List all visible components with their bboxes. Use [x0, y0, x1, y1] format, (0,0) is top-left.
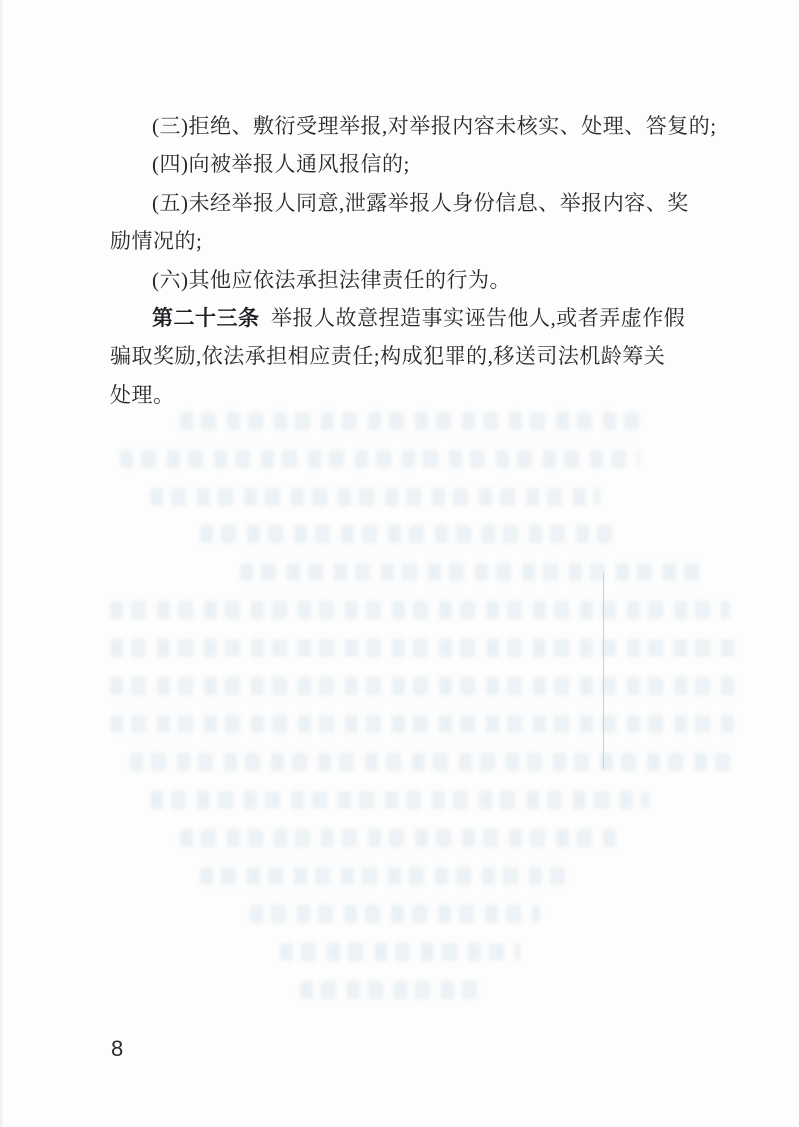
bleed-through-artifact — [280, 943, 520, 961]
bleed-through-artifact — [150, 488, 600, 506]
bleed-through-artifact — [200, 525, 620, 543]
text-line — [110, 376, 710, 414]
bleed-through-artifact — [110, 677, 740, 695]
bleed-through-artifact — [240, 563, 700, 581]
text-line-content: 骗取奖励,依法承担相应责任;构成犯罪的,移送司法机龄筹关 — [110, 344, 666, 369]
text-line — [110, 107, 717, 145]
article-number-label: 第二十三条 — [152, 306, 260, 331]
text-line-content: (五)未经举报人同意,泄露举报人身份信息、举报内容、奖 — [152, 190, 689, 215]
bleed-through-artifact — [110, 715, 740, 733]
text-line-content: (六)其他应依法承担法律责任的行为。 — [152, 267, 511, 292]
text-line-content: 举报人故意捏造事实诬告他人,或者弄虚作假 — [271, 306, 686, 331]
bleed-through-artifact — [120, 450, 640, 468]
bleed-through-artifact — [180, 829, 620, 847]
text-line — [110, 184, 710, 222]
text-line — [110, 222, 710, 260]
bleed-through-artifact — [300, 981, 480, 999]
text-line-content: 励情况的; — [110, 229, 203, 254]
bleed-through-artifact — [250, 905, 540, 923]
text-line — [110, 261, 710, 299]
text-line-content: 处理。 — [110, 382, 175, 407]
bleed-through-artifact — [180, 412, 640, 430]
bleed-through-artifact — [130, 753, 730, 771]
text-line — [110, 299, 710, 337]
page-number: 8 — [111, 1036, 124, 1061]
bleed-through-artifact — [110, 601, 730, 619]
text-line-content: (四)向被举报人通风报信的; — [152, 152, 410, 177]
scan-line-artifact — [603, 573, 604, 769]
bleed-through-artifact — [150, 791, 650, 809]
text-line-content: (三)拒绝、敷衍受理举报,对举报内容未核实、处理、答复的; — [152, 114, 717, 138]
bleed-through-artifact — [200, 867, 570, 885]
text-line — [110, 145, 710, 183]
bleed-through-artifact — [110, 639, 740, 657]
text-line — [110, 337, 710, 375]
document-body — [110, 107, 717, 414]
